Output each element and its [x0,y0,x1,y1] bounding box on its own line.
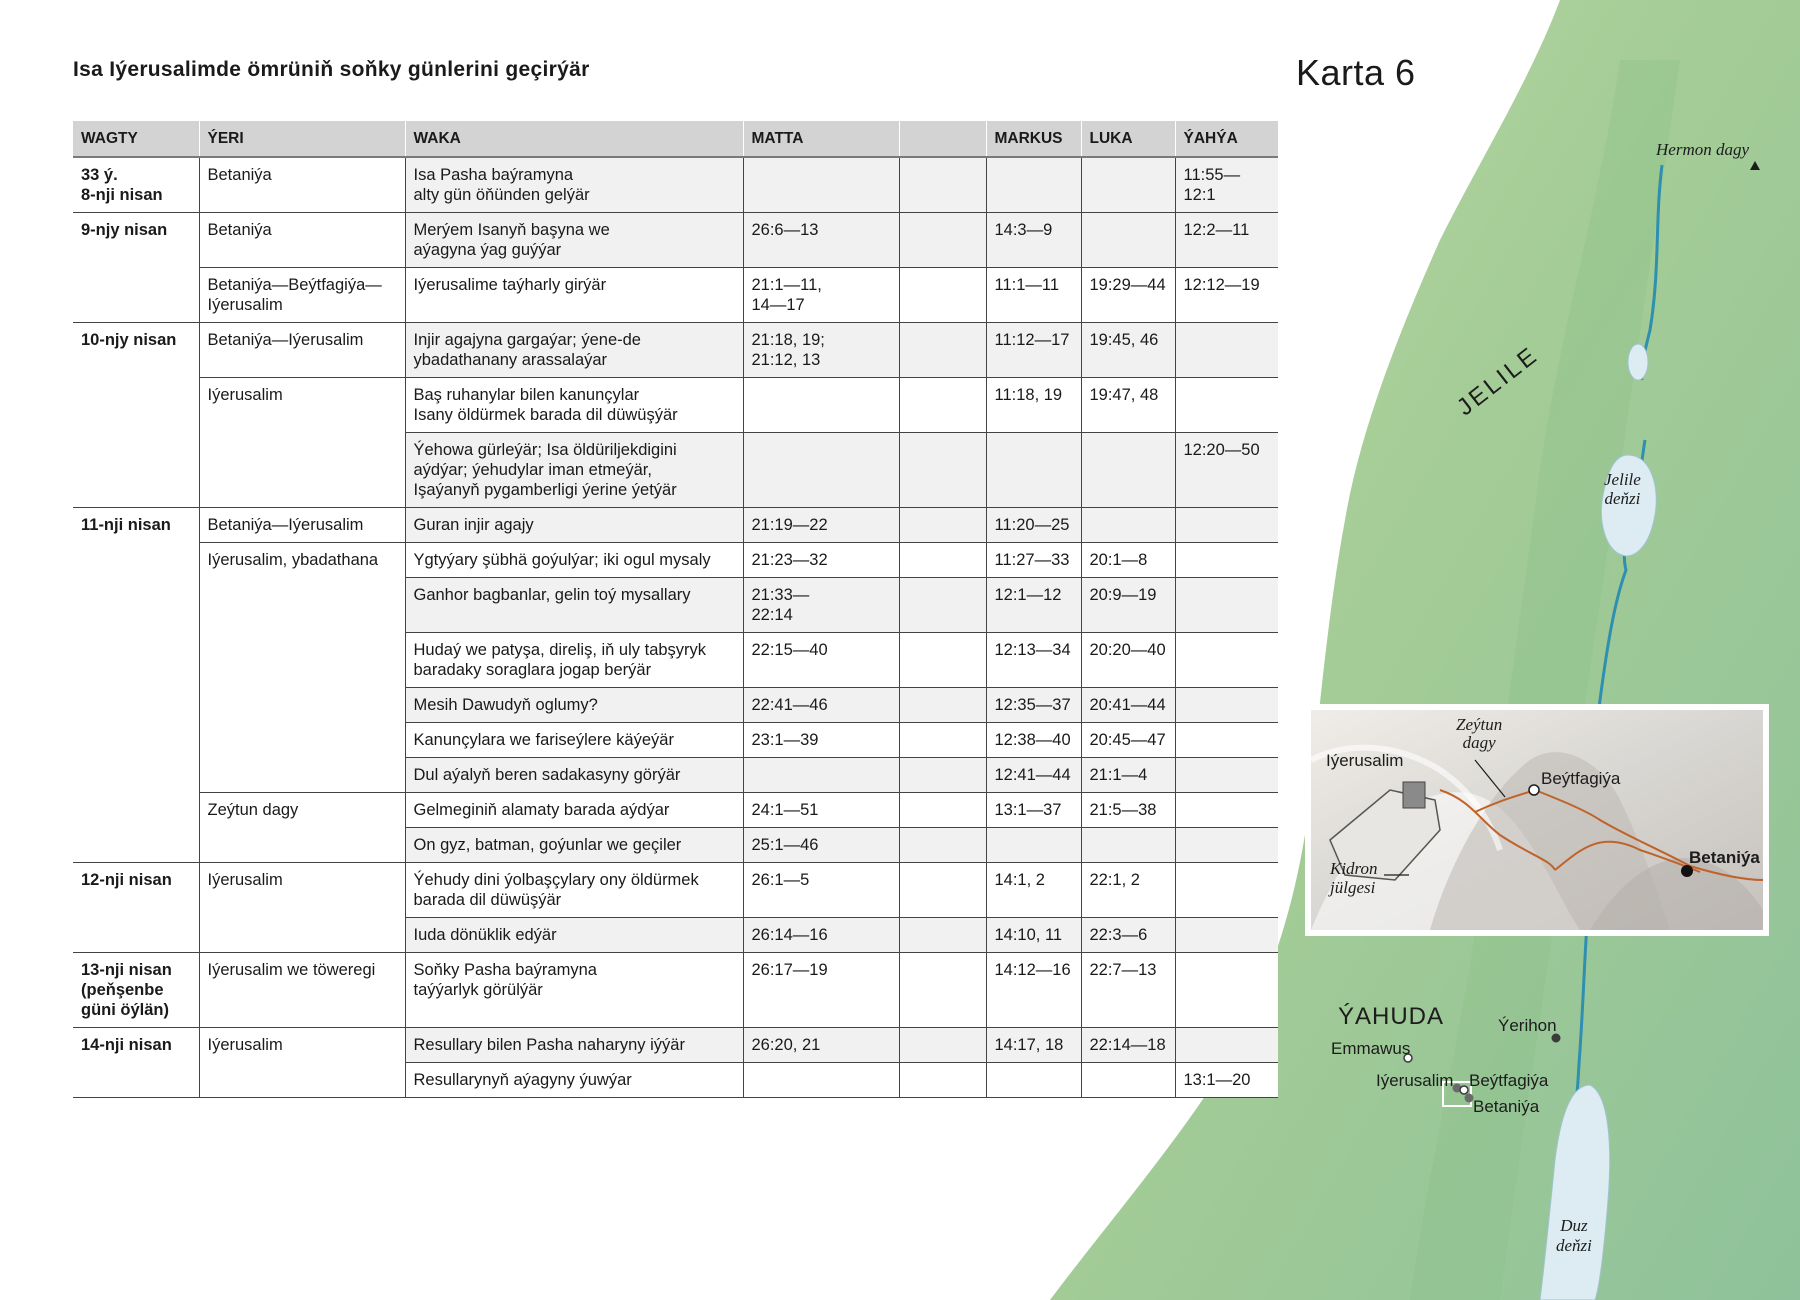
cell-luka-text: 21:1—4 [1089,766,1148,784]
cell-event [405,323,743,378]
cell-date-text: 13-nji nisan (peňşenbe güni öýlän) [81,961,172,1019]
header-waka: WAKA [405,121,743,157]
cell-event-text: Dul aýalyň beren sadakasyny görýär [413,766,681,784]
cell-place-text: Zeýtun dagy [207,801,299,819]
cell-event [405,918,743,953]
cell-luka-text: 22:14—18 [1089,1036,1166,1054]
cell-matta-text: 26:1—5 [751,871,810,889]
cell-event [405,953,743,1028]
cell-luka [1081,378,1175,433]
cell-luka-text: 20:1—8 [1089,551,1148,569]
header-markus: MARKUS [986,121,1081,157]
cell-yahya [1175,918,1278,953]
header-luka: LUKA [1081,121,1175,157]
cell-spacer [899,433,986,508]
cell-markus [986,793,1081,828]
inset-label-betaniya: Betaniýa [1689,848,1760,867]
cell-event-text: Resullarynyň aýagyny ýuwýar [413,1071,632,1089]
cell-matta-text: 22:41—46 [751,696,828,714]
inset-label-kidron: Kidron jülgesi [1330,859,1378,897]
cell-yahya-text: 12:20—50 [1183,441,1260,459]
cell-matta-text: 21:19—22 [751,516,828,534]
cell-matta [743,918,899,953]
cell-place-text: Betaniýa [207,166,272,184]
cell-markus [986,578,1081,633]
cell-markus-text: 14:10, 11 [994,926,1063,944]
label-beytfagiya: Beýtfagiýa [1469,1071,1549,1090]
cell-event [405,793,743,828]
cell-luka [1081,213,1175,268]
table-row [73,1028,1278,1063]
cell-luka [1081,758,1175,793]
table-row [73,953,1278,1028]
cell-matta [743,793,899,828]
cell-matta [743,578,899,633]
cell-markus [986,1028,1081,1063]
cell-spacer [899,918,986,953]
cell-event [405,157,743,213]
cell-yahya-text: 11:55— 12:1 [1183,166,1241,204]
cell-event [405,633,743,688]
cell-event [405,433,743,508]
cell-date [73,953,199,1028]
cell-event-text: Mesih Dawudyň oglumy? [413,696,598,714]
cell-place-text: Iýerusalim [207,1036,283,1054]
cell-place [199,863,405,953]
cell-matta-text: 21:23—32 [751,551,828,569]
cell-place [199,508,405,543]
cell-place-text: Betaniýa—Iýerusalim [207,331,364,349]
page-title: Isa Iýerusalimde ömrüniň soňky günlerini geçirýär [73,58,590,81]
cell-matta-text: 24:1—51 [751,801,819,819]
cell-spacer [899,323,986,378]
inset-label-zeytun: Zeýtun dagy [1456,715,1503,752]
cell-markus-text: 14:3—9 [994,221,1053,239]
cell-date [73,1028,199,1098]
cell-spacer [899,508,986,543]
cell-markus-text: 11:27—33 [994,551,1070,569]
cell-luka-text: 20:9—19 [1089,586,1157,604]
cell-luka [1081,1028,1175,1063]
cell-matta [743,323,899,378]
cell-event-text: Baş ruhanylar bilen kanunçylar Isany öldürmek barada dil düwüşýär [413,386,678,424]
label-dead-sea: Duz deňzi [1556,1216,1592,1255]
cell-date-text: 14-nji nisan [81,1036,172,1054]
cell-markus [986,378,1081,433]
cell-markus-text: 12:1—12 [994,586,1062,604]
cell-date [73,157,199,213]
cell-date-text: 12-nji nisan [81,871,172,889]
cell-yahya [1175,828,1278,863]
cell-spacer [899,828,986,863]
cell-yahya [1175,508,1278,543]
cell-spacer [899,793,986,828]
cell-markus-text: 12:38—40 [994,731,1071,749]
cell-place [199,268,405,323]
cell-yahya [1175,378,1278,433]
header-yeri: ÝERI [199,121,405,157]
cell-event-text: Hudaý we patyşa, direliş, iň uly tabşyryk baradaky soraglara jogap berýär [413,641,707,679]
cell-spacer [899,723,986,758]
cell-event [405,1028,743,1063]
cell-matta-text: 21:33— 22:14 [751,586,810,624]
cell-yahya [1175,323,1278,378]
cell-yahya-text: 12:2—11 [1183,221,1250,239]
cell-markus-text: 12:35—37 [994,696,1071,714]
cell-event [405,378,743,433]
cell-place-text: Iýerusalim we töweregi [207,961,376,979]
cell-markus [986,1063,1081,1098]
cell-matta [743,543,899,578]
label-iyerusalim: Iýerusalim [1376,1071,1454,1090]
label-yerihon: Ýerihon [1498,1016,1557,1035]
cell-spacer [899,578,986,633]
cell-markus [986,758,1081,793]
cell-markus-text: 12:13—34 [994,641,1071,659]
cell-luka-text: 19:29—44 [1089,276,1166,294]
table-row [73,863,1278,918]
header-wagty: WAGTY [73,121,199,157]
cell-date-text: 10-njy nisan [81,331,177,349]
table-row [73,268,1278,323]
cell-luka [1081,828,1175,863]
cell-event [405,1063,743,1098]
table-row [73,793,1278,828]
cell-markus-text: 14:17, 18 [994,1036,1064,1054]
cell-yahya [1175,157,1278,213]
cell-luka-text: 22:1, 2 [1089,871,1140,889]
cell-matta-text: 23:1—39 [751,731,819,749]
cell-date-text: 33 ý. 8-nji nisan [81,166,163,204]
cell-matta-text: 26:20, 21 [751,1036,821,1054]
header-yahya: ÝAHÝA [1175,121,1278,157]
cell-luka [1081,633,1175,688]
cell-spacer [899,378,986,433]
cell-event [405,508,743,543]
cell-event-text: Resullary bilen Pasha naharyny iýýär [413,1036,685,1054]
cell-markus [986,863,1081,918]
cell-event [405,828,743,863]
cell-matta [743,213,899,268]
cell-markus-text: 12:41—44 [994,766,1071,784]
cell-yahya [1175,688,1278,723]
cell-yahya-text: 13:1—20 [1183,1071,1251,1089]
cell-event-text: Iýerusalime taýharly girýär [413,276,607,294]
cell-markus [986,688,1081,723]
cell-luka [1081,918,1175,953]
cell-event-text: Gelmeginiň alamaty barada aýdýar [413,801,670,819]
cell-matta [743,508,899,543]
cell-matta [743,1028,899,1063]
cell-event [405,268,743,323]
cell-place-text: Betaniýa—Iýerusalim [207,516,364,534]
cell-luka-text: 20:20—40 [1089,641,1166,659]
table-header-row [73,121,1278,157]
cell-matta-text: 21:18, 19; 21:12, 13 [751,331,825,369]
cell-matta [743,268,899,323]
cell-event [405,578,743,633]
cell-event [405,863,743,918]
cell-yahya [1175,793,1278,828]
cell-place [199,1028,405,1098]
cell-yahya [1175,1028,1278,1063]
cell-markus [986,723,1081,758]
header-spacer [899,121,986,157]
beytfagiya-marker-icon [1460,1086,1468,1094]
timeline-table [73,121,1278,1098]
cell-matta [743,863,899,918]
cell-luka-text: 22:7—13 [1089,961,1157,979]
cell-matta [743,633,899,688]
label-yahuda: ÝAHUDA [1338,1003,1445,1030]
cell-yahya [1175,633,1278,688]
cell-date-text: 9-njy nisan [81,221,168,239]
timeline-body [73,157,1278,1098]
cell-event-text: Ýehudy dini ýolbaşçylary ony öldürmek barada dil düwüşýär [413,871,699,909]
cell-yahya [1175,213,1278,268]
cell-place [199,543,405,793]
cell-place-text: Betaniýa—Beýtfagiýa— Iýerusalim [207,276,382,314]
cell-matta [743,1063,899,1098]
cell-place [199,793,405,863]
cell-yahya [1175,723,1278,758]
cell-place [199,378,405,508]
cell-luka [1081,268,1175,323]
label-jelile: JELILE [1452,341,1544,422]
label-hermon: Hermon dagy [1656,140,1750,159]
cell-spacer [899,1028,986,1063]
cell-event-text: Merýem Isanyň başyna we aýagyna ýag guýýar [413,221,610,259]
cell-matta-text: 21:1—11, 14—17 [751,276,822,314]
cell-luka-text: 20:41—44 [1089,696,1166,714]
cell-place-text: Betaniýa [207,221,272,239]
cell-place [199,157,405,213]
cell-markus-text: 11:20—25 [994,516,1070,534]
cell-place-text: Iýerusalim [207,871,283,889]
cell-markus [986,543,1081,578]
map-number: Karta 6 [1296,52,1416,93]
cell-event [405,543,743,578]
cell-event-text: Iuda dönüklik edýär [413,926,557,944]
table-row [73,508,1278,543]
cell-luka [1081,543,1175,578]
cell-event-text: Guran injir agajy [413,516,534,534]
cell-markus [986,633,1081,688]
cell-event [405,213,743,268]
cell-matta [743,157,899,213]
cell-yahya [1175,758,1278,793]
cell-matta [743,758,899,793]
cell-matta-text: 25:1—46 [751,836,819,854]
cell-spacer [899,157,986,213]
cell-matta-text: 26:14—16 [751,926,828,944]
inset-beytfagiya-marker-icon [1529,785,1539,795]
cell-date [73,508,199,863]
cell-spacer [899,633,986,688]
cell-luka [1081,508,1175,543]
cell-matta-text: 26:6—13 [751,221,819,239]
cell-date [73,213,199,323]
cell-spacer [899,1063,986,1098]
cell-yahya [1175,268,1278,323]
table-row [73,213,1278,268]
inset-map [1305,704,1769,936]
cell-luka [1081,1063,1175,1098]
cell-markus [986,323,1081,378]
cell-markus-text: 13:1—37 [994,801,1062,819]
cell-markus-text: 11:12—17 [994,331,1070,349]
cell-event [405,688,743,723]
cell-luka-text: 21:5—38 [1089,801,1157,819]
cell-matta [743,828,899,863]
label-jelile-sea: Jelile deňzi [1604,470,1641,508]
cell-event [405,723,743,758]
cell-luka-text: 19:47, 48 [1089,386,1159,404]
cell-matta-text: 26:17—19 [751,961,828,979]
cell-luka [1081,578,1175,633]
cell-place-text: Iýerusalim, ybadathana [207,551,379,569]
cell-markus [986,953,1081,1028]
cell-yahya [1175,953,1278,1028]
cell-spacer [899,688,986,723]
header-matta: MATTA [743,121,899,157]
cell-luka-text: 19:45, 46 [1089,331,1159,349]
cell-event-text: Isa Pasha baýramyna alty gün öňünden gelýär [413,166,590,204]
cell-luka [1081,157,1175,213]
table-row [73,378,1278,433]
table-row [73,323,1278,378]
cell-markus [986,268,1081,323]
cell-spacer [899,268,986,323]
cell-place [199,213,405,268]
cell-matta [743,723,899,758]
cell-date [73,863,199,953]
cell-matta [743,433,899,508]
cell-event-text: Kanunçylara we fariseýlere käýeýär [413,731,674,749]
cell-markus-text: 11:18, 19 [994,386,1063,404]
cell-markus [986,508,1081,543]
cell-event-text: Ganhor bagbanlar, gelin toý mysallary [413,586,691,604]
cell-date [73,323,199,508]
cell-spacer [899,758,986,793]
cell-place-text: Iýerusalim [207,386,283,404]
cell-place [199,323,405,378]
label-betaniya: Betaniýa [1473,1097,1540,1116]
cell-markus-text: 14:12—16 [994,961,1071,979]
table-row [73,543,1278,578]
cell-luka [1081,688,1175,723]
cell-markus [986,433,1081,508]
cell-luka [1081,953,1175,1028]
cell-matta [743,378,899,433]
cell-spacer [899,863,986,918]
cell-matta [743,688,899,723]
cell-matta-text: 22:15—40 [751,641,828,659]
cell-event [405,758,743,793]
cell-markus [986,213,1081,268]
cell-yahya [1175,543,1278,578]
cell-markus [986,918,1081,953]
cell-markus [986,828,1081,863]
cell-yahya-text: 12:12—19 [1183,276,1260,294]
cell-luka-text: 20:45—47 [1089,731,1166,749]
cell-luka [1081,863,1175,918]
cell-luka [1081,723,1175,758]
cell-yahya [1175,433,1278,508]
cell-yahya [1175,863,1278,918]
cell-markus [986,157,1081,213]
cell-luka [1081,323,1175,378]
cell-markus-text: 14:1, 2 [994,871,1045,889]
table-row [73,157,1278,213]
cell-event-text: On gyz, batman, goýunlar we geçiler [413,836,682,854]
cell-event-text: Soňky Pasha baýramyna taýýarlyk görülýär [413,961,597,999]
cell-place [199,953,405,1028]
cell-spacer [899,213,986,268]
cell-spacer [899,953,986,1028]
cell-date-text: 11-nji nisan [81,516,171,534]
inset-label-beytfagiya: Beýtfagiýa [1541,769,1621,788]
cell-yahya [1175,1063,1278,1098]
cell-markus-text: 11:1—11 [994,276,1060,294]
cell-event-text: Injir agajyna gargaýar; ýene-de ybadathanany arassalaýar [413,331,641,369]
inset-label-iyerusalim: Iýerusalim [1326,751,1404,770]
cell-luka [1081,433,1175,508]
cell-spacer [899,543,986,578]
cell-luka-text: 22:3—6 [1089,926,1148,944]
cell-matta [743,953,899,1028]
cell-luka [1081,793,1175,828]
label-emmawus: Emmawus [1331,1039,1411,1058]
cell-yahya [1175,578,1278,633]
cell-event-text: Ygtyýary şübhä goýulýar; iki ogul mysaly [413,551,711,569]
cell-event-text: Ýehowa gürleýär; Isa öldüriljekdigini aýdýar; ýehudylar iman etmeýär, Işaýanyň pygamberligi ýerine ýetýär [413,441,677,499]
